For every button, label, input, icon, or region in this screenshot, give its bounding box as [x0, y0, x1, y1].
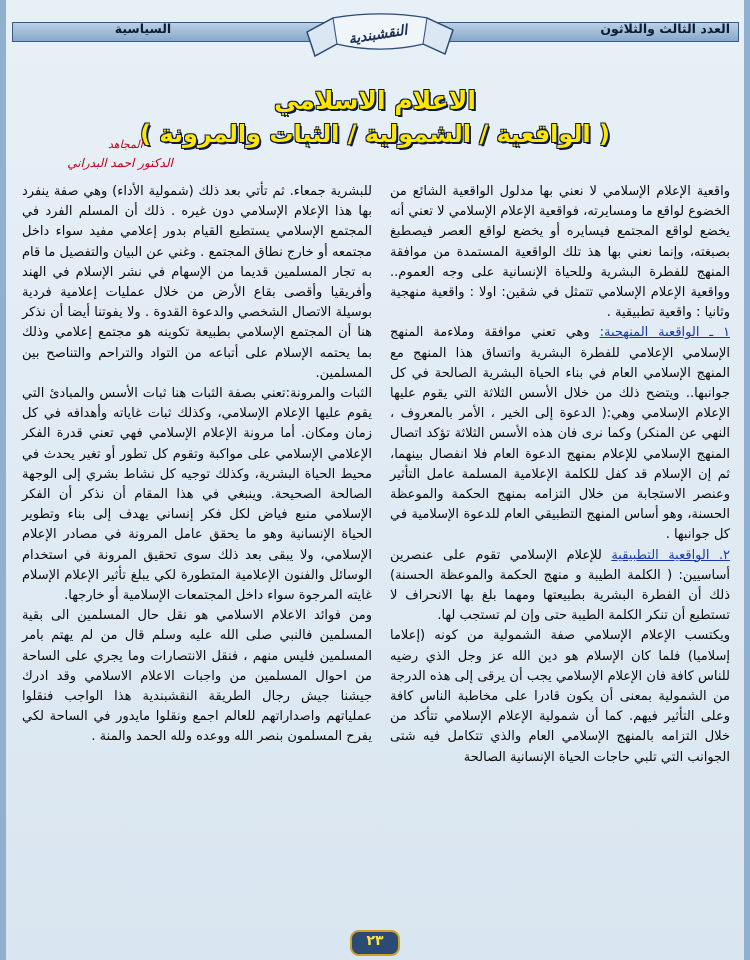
author-name: الدكتور احمد البدراني: [67, 156, 173, 170]
page-number: ٢٣: [366, 933, 384, 949]
section-label: السياسية: [114, 21, 172, 36]
paragraph: ومن فوائد الاعلام الاسلامي هو نقل حال المسلمين الى بقية المسلمين فالنبي صلى الله عليه وسلم قال من لم يهتم بامر المسلمين فليس منهم ، فنقل الانتصارات وما يجري على الساحة من احوال المسلمين من واجبات الاعلام الاسلامي وقد ادرك جيشنا جيش رجال الطريقة النقشبندية هذا الواجب فنقلوا عملياتهم واصداراتهم للعالم اجمع ونقلوا مايدور في الساحة لكي يفرح المسلمون بنصر الله ووعده ولله الحمد والمنة .: [22, 608, 372, 745]
paragraph-text: للإعلام الإسلامي تقوم على عنصرين أساسيين: ( الكلمة الطيبة و منهج الحكمة والموعظة الحسنة) ذلك أن الفطرة البشرية بطبيعتها ومهما بلغ بها الانحراف لا تستطيع أن تنكر الكلمة الطيبة حتى وإن لم تستجب لها.: [390, 547, 730, 624]
paragraph: واقعية الإعلام الإسلامي لا نعني بها مدلول الواقعية الشائع من الخضوع لواقع ما ومسايرته، فواقعية الإعلام الإسلامي لا تعني أنه يخضع لواقع المجتمع فيسايره أو يخضع لواقع العصر فيصطبغ بصبغته، وإنما نعني بها هذ تلك الواقعية المستمدة من موافقة المنهج للفطرة البشرية وللحياة الإنسانية على وجه العموم.. وواقعية الإعلام الإسلامي تتمثل في شقين: اولا : واقعية منهجية وثانيا : واقعية تطبيقية .: [390, 184, 730, 321]
magazine-name: النقشبندية: [347, 22, 409, 48]
paragraph: [390, 323, 730, 545]
subheading-applied: ٢. الواقعية التطبيقية: [611, 547, 731, 563]
paragraph: للبشرية جمعاء. ثم تأتي بعد ذلك (شمولية الأداء) وهي صفة ينفرد بها هذا الإعلام الإسلامي دون غيره . ذلك أن المسلم الفرد في المجتمع الإسلامي يستطيع القيام بدور إعلامي مفيد سواء داخل مجتمعه أو خارج نطاق المجتمع . وغني عن البيان والتفصيل ما قام به تجار المسلمين قديما من الإسهام في نشر الإسلام في الهند وأفريقيا وأقصى بقاع الأرض من خلال عمليات إعلامية فردية بوسيلة الاتصال الشخصي والدعوة القدوة . ولا يفوتنا أيضا أن نذكر هنا أن المجتمع الإسلامي بطبيعة تكوينه هو مجتمع إعلامي وذلك بما يحتمه الإسلام على أتباعه من التواد والتراحم والتناصح بين المسلمين.: [22, 184, 372, 381]
article-title: الاعلام الاسلامي: [274, 86, 476, 115]
issue-label: العدد الثالث والثلاثون: [600, 21, 730, 36]
subheading-methodological: ١ ـ الواقعية المنهجية:: [599, 325, 731, 341]
paragraph-text: وهي تعني موافقة وملاءمة المنهج الإسلامي الإعلامي للفطرة البشرية واتساق هذا المنهج مع المنهج الإسلامي العام في بناء الحياة البشرية الصالحة في كل جوانبها.. ويتضح ذلك من خلال الأسس الثلاثة التي يقوم عليها الإعلام الإسلامي وهي:( الدعوة إلى الخير ، الأمر بالمعروف ، النهي عن المنكر) وكما نرى فان هذه الأسس الثلاثة تؤكد اتصال المنهج الإسلامي للإعلام بمنهج الدعوة العام فلا انفصال بينهما، ثم إن الإسلام قد كفل للكلمة الإعلامية المسلمة عامل التأثير وعنصر الاستجابة من خلال التزامه بمنهج الحكمة والموعظة الحسنة، وهو أساس المنهج التطبيقي العام للدعوة الإسلامية في كل جوانبها .: [390, 325, 730, 543]
article-subtitle: ( الواقعية / الشمولية / الثبات والمرونة ): [140, 120, 610, 148]
paragraph: الثبات والمرونة:تعني بصفة الثبات هنا ثبات الأسس والمبادئ التي يقوم عليها الإعلام الإسلامي، وكذلك ثبات غاياته وأهدافه في كل زمان ومكان. أما مرونة الإعلام الإسلامي فهي تعني قدرة الفكر الإعلامي الإسلامي على مواكبة وتقوم كل تطور أو تغير يحدث في محيط الحياة البشرية، وكذلك توجيه كل نشاط بشري إلى الوجهة الصالحة الصحيحة. وينبغي في هذا المقام أن نذكر أن الفكر الإسلامي منبع فياض لكل فكر إنساني يهدف إلى بناء وتطوير الحياة الإنسانية وهو ما يحقق عامل المرونة في مصادر الإعلام الإسلامي، ولا يبقى بعد ذلك سوى تحقيق المرونة في استخدام الوسائل والفنون الإعلامية المتطورة لكي يبلغ تأثير الإعلام الإسلام غايته المرجوة سواء داخل المجتمعات الإسلامية أو خارجها.: [22, 386, 372, 604]
right-column: [390, 182, 730, 768]
author-title: المجاهد: [108, 138, 143, 151]
paragraph: [390, 546, 730, 627]
paragraph: ويكتسب الإعلام الإسلامي صفة الشمولية من كونه (إعلاما إسلاميا) فلما كان الإسلام هو دين الله عز وجل الذي رضيه للناس كافة فان الإعلام الإسلامي يجب أن يرقى إلى هذه الدرجة من الشمولية بمعنى أن يكون قادرا على مخاطبة الناس كافة وعلى التأثير فيهم. كما أن شمولية الإعلام الإسلامي تتأكد من خلال التزامه بالمنهج الإسلامي العام والذي تتكامل فيه شتى الجوانب التي تلبي حاجات الحياة الإنسانية الصالحة: [390, 628, 730, 765]
left-column: [22, 182, 372, 748]
